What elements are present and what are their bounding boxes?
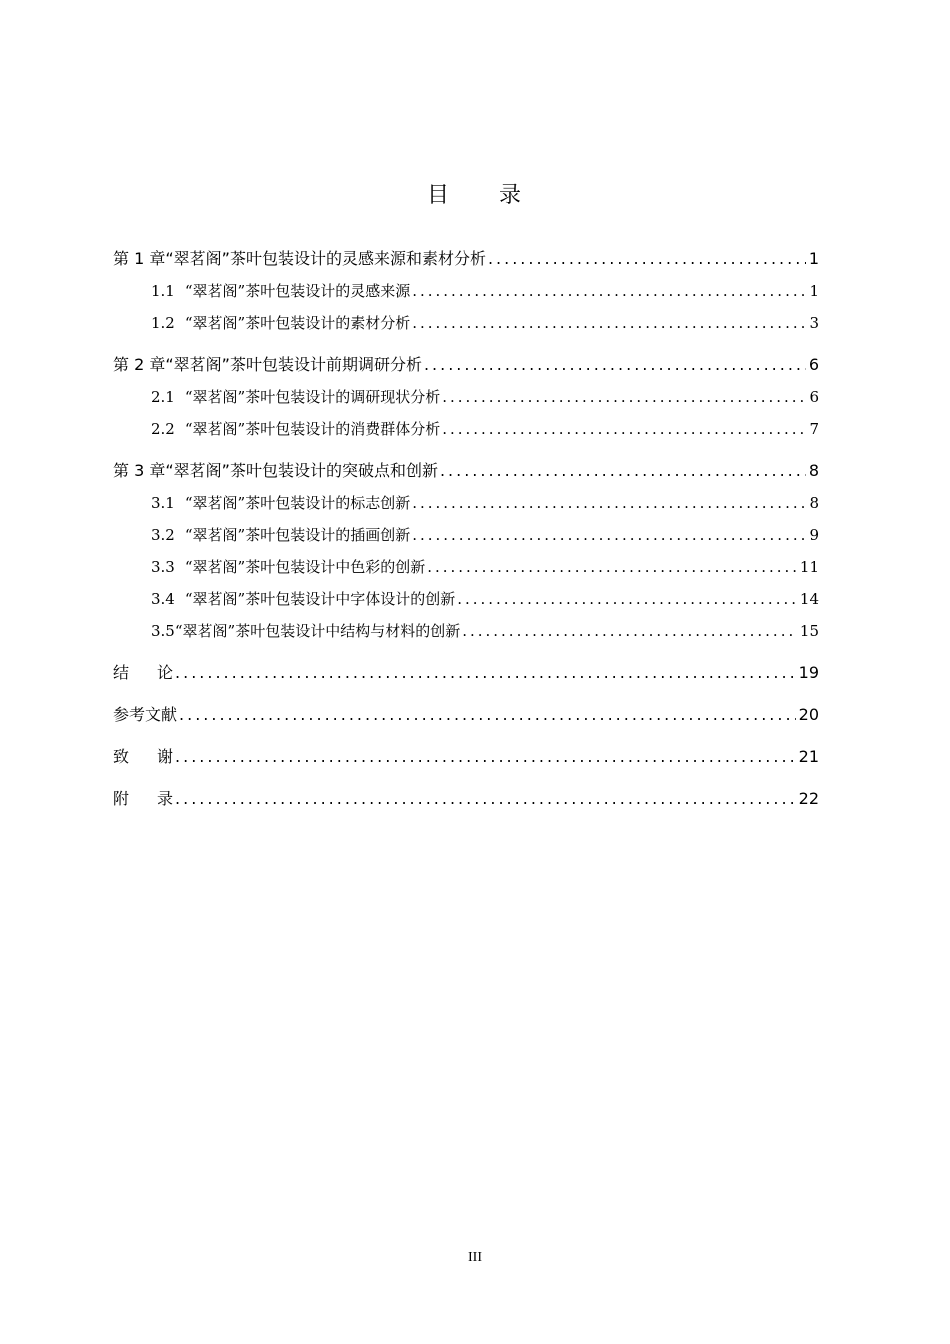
title-char-1: 目 xyxy=(426,183,451,208)
toc-page-number: 6 xyxy=(808,355,819,374)
toc-section-number: 3.3 xyxy=(151,558,175,576)
toc-page-number: 15 xyxy=(799,622,819,640)
toc-section-number: 2.1 xyxy=(151,388,175,406)
toc-entry-section-1-1[interactable] xyxy=(113,275,819,307)
toc-entry-section-3-3[interactable] xyxy=(113,551,819,583)
toc-entry-title: “翠茗阁”茶叶包装设计的灵感来源 xyxy=(184,282,411,300)
toc-title-char: 谢 xyxy=(157,747,174,766)
toc-entry-title: “翠茗阁”茶叶包装设计中结构与材料的创新 xyxy=(174,622,461,640)
toc-entry-title: “翠茗阁”茶叶包装设计的灵感来源和素材分析 xyxy=(165,249,486,268)
toc-entry-title: “翠茗阁”茶叶包装设计的消费群体分析 xyxy=(184,420,441,438)
toc-entry-section-3-4[interactable] xyxy=(113,583,819,615)
page-title xyxy=(0,178,950,209)
toc-section-number: 3.1 xyxy=(151,494,175,512)
toc-entry-title: “翠茗阁”茶叶包装设计的突破点和创新 xyxy=(165,461,438,480)
toc-dot-leader xyxy=(175,657,796,689)
toc-section-number: 2.2 xyxy=(151,420,175,438)
toc-entry-title: 参考文献 xyxy=(113,705,178,724)
toc-page-number: 22 xyxy=(798,789,819,808)
toc-chapter-number: 第 2 章 xyxy=(113,355,166,374)
toc-entry-chapter-2[interactable] xyxy=(113,349,819,381)
toc-entry-section-2-1[interactable] xyxy=(113,381,819,413)
toc-dot-leader xyxy=(424,349,806,381)
toc-dot-leader xyxy=(179,699,796,731)
toc-page-number: 1 xyxy=(808,249,819,268)
toc-page-number: 1 xyxy=(809,282,819,300)
toc-entry-title: “翠茗阁”茶叶包装设计中色彩的创新 xyxy=(184,558,426,576)
toc-entry-title: “翠茗阁”茶叶包装设计中字体设计的创新 xyxy=(184,590,456,608)
toc-entry-title xyxy=(113,741,173,773)
toc-dot-leader xyxy=(488,243,806,275)
toc-entry-title: “翠茗阁”茶叶包装设计的素材分析 xyxy=(184,314,411,332)
toc-page-number: 6 xyxy=(809,388,819,406)
footer-page-number: III xyxy=(468,1250,482,1265)
toc-dot-leader xyxy=(412,519,806,551)
toc-section-number: 3.5 xyxy=(151,622,175,640)
toc-chapter-number: 第 3 章 xyxy=(113,461,166,480)
toc-entry-section-3-5[interactable] xyxy=(113,615,819,647)
toc-entry-title: “翠茗阁”茶叶包装设计前期调研分析 xyxy=(165,355,422,374)
toc-dot-leader xyxy=(412,307,806,339)
toc-entry-title: “翠茗阁”茶叶包装设计的插画创新 xyxy=(184,526,411,544)
toc-entry-section-2-2[interactable] xyxy=(113,413,819,445)
toc-entry-chapter-1[interactable] xyxy=(113,243,819,275)
toc-entry-section-1-2[interactable] xyxy=(113,307,819,339)
toc-dot-leader xyxy=(175,741,796,773)
toc-entry-title: “翠茗阁”茶叶包装设计的标志创新 xyxy=(184,494,411,512)
toc-page-number: 3 xyxy=(809,314,819,332)
toc-entry-acknowledgements[interactable] xyxy=(113,741,819,773)
table-of-contents xyxy=(113,243,819,815)
toc-title-char: 结 xyxy=(113,663,158,682)
toc-page-number: 19 xyxy=(798,663,819,682)
toc-page-number: 21 xyxy=(798,747,819,766)
toc-entry-section-3-2[interactable] xyxy=(113,519,819,551)
toc-dot-leader xyxy=(412,487,806,519)
toc-section-number: 3.4 xyxy=(151,590,175,608)
toc-chapter-number: 第 1 章 xyxy=(113,249,166,268)
toc-dot-leader xyxy=(175,783,796,815)
toc-section-number: 1.1 xyxy=(151,282,175,300)
toc-dot-leader xyxy=(462,615,797,647)
toc-page-number: 14 xyxy=(799,590,819,608)
toc-entry-title xyxy=(113,783,173,815)
toc-dot-leader xyxy=(457,583,797,615)
toc-page-number: 20 xyxy=(798,705,819,724)
toc-page-number: 7 xyxy=(809,420,819,438)
toc-dot-leader xyxy=(442,413,806,445)
toc-dot-leader xyxy=(412,275,806,307)
toc-title-char: 论 xyxy=(157,663,174,682)
toc-entry-section-3-1[interactable] xyxy=(113,487,819,519)
toc-dot-leader xyxy=(442,381,806,413)
toc-page-number: 9 xyxy=(809,526,819,544)
toc-entry-chapter-3[interactable] xyxy=(113,455,819,487)
toc-title-char: 录 xyxy=(157,789,174,808)
toc-dot-leader xyxy=(427,551,797,583)
toc-title-char: 致 xyxy=(113,747,158,766)
toc-entry-appendix[interactable] xyxy=(113,783,819,815)
toc-entry-title xyxy=(113,657,173,689)
toc-section-number: 1.2 xyxy=(151,314,175,332)
toc-title-char: 附 xyxy=(113,789,158,808)
title-char-2: 录 xyxy=(499,183,524,208)
toc-page-number: 8 xyxy=(808,461,819,480)
toc-entry-references[interactable] xyxy=(113,699,819,731)
toc-page-number: 8 xyxy=(809,494,819,512)
toc-dot-leader xyxy=(440,455,806,487)
toc-page-number: 11 xyxy=(799,558,819,576)
toc-entry-conclusion[interactable] xyxy=(113,657,819,689)
toc-entry-title: “翠茗阁”茶叶包装设计的调研现状分析 xyxy=(184,388,441,406)
toc-section-number: 3.2 xyxy=(151,526,175,544)
